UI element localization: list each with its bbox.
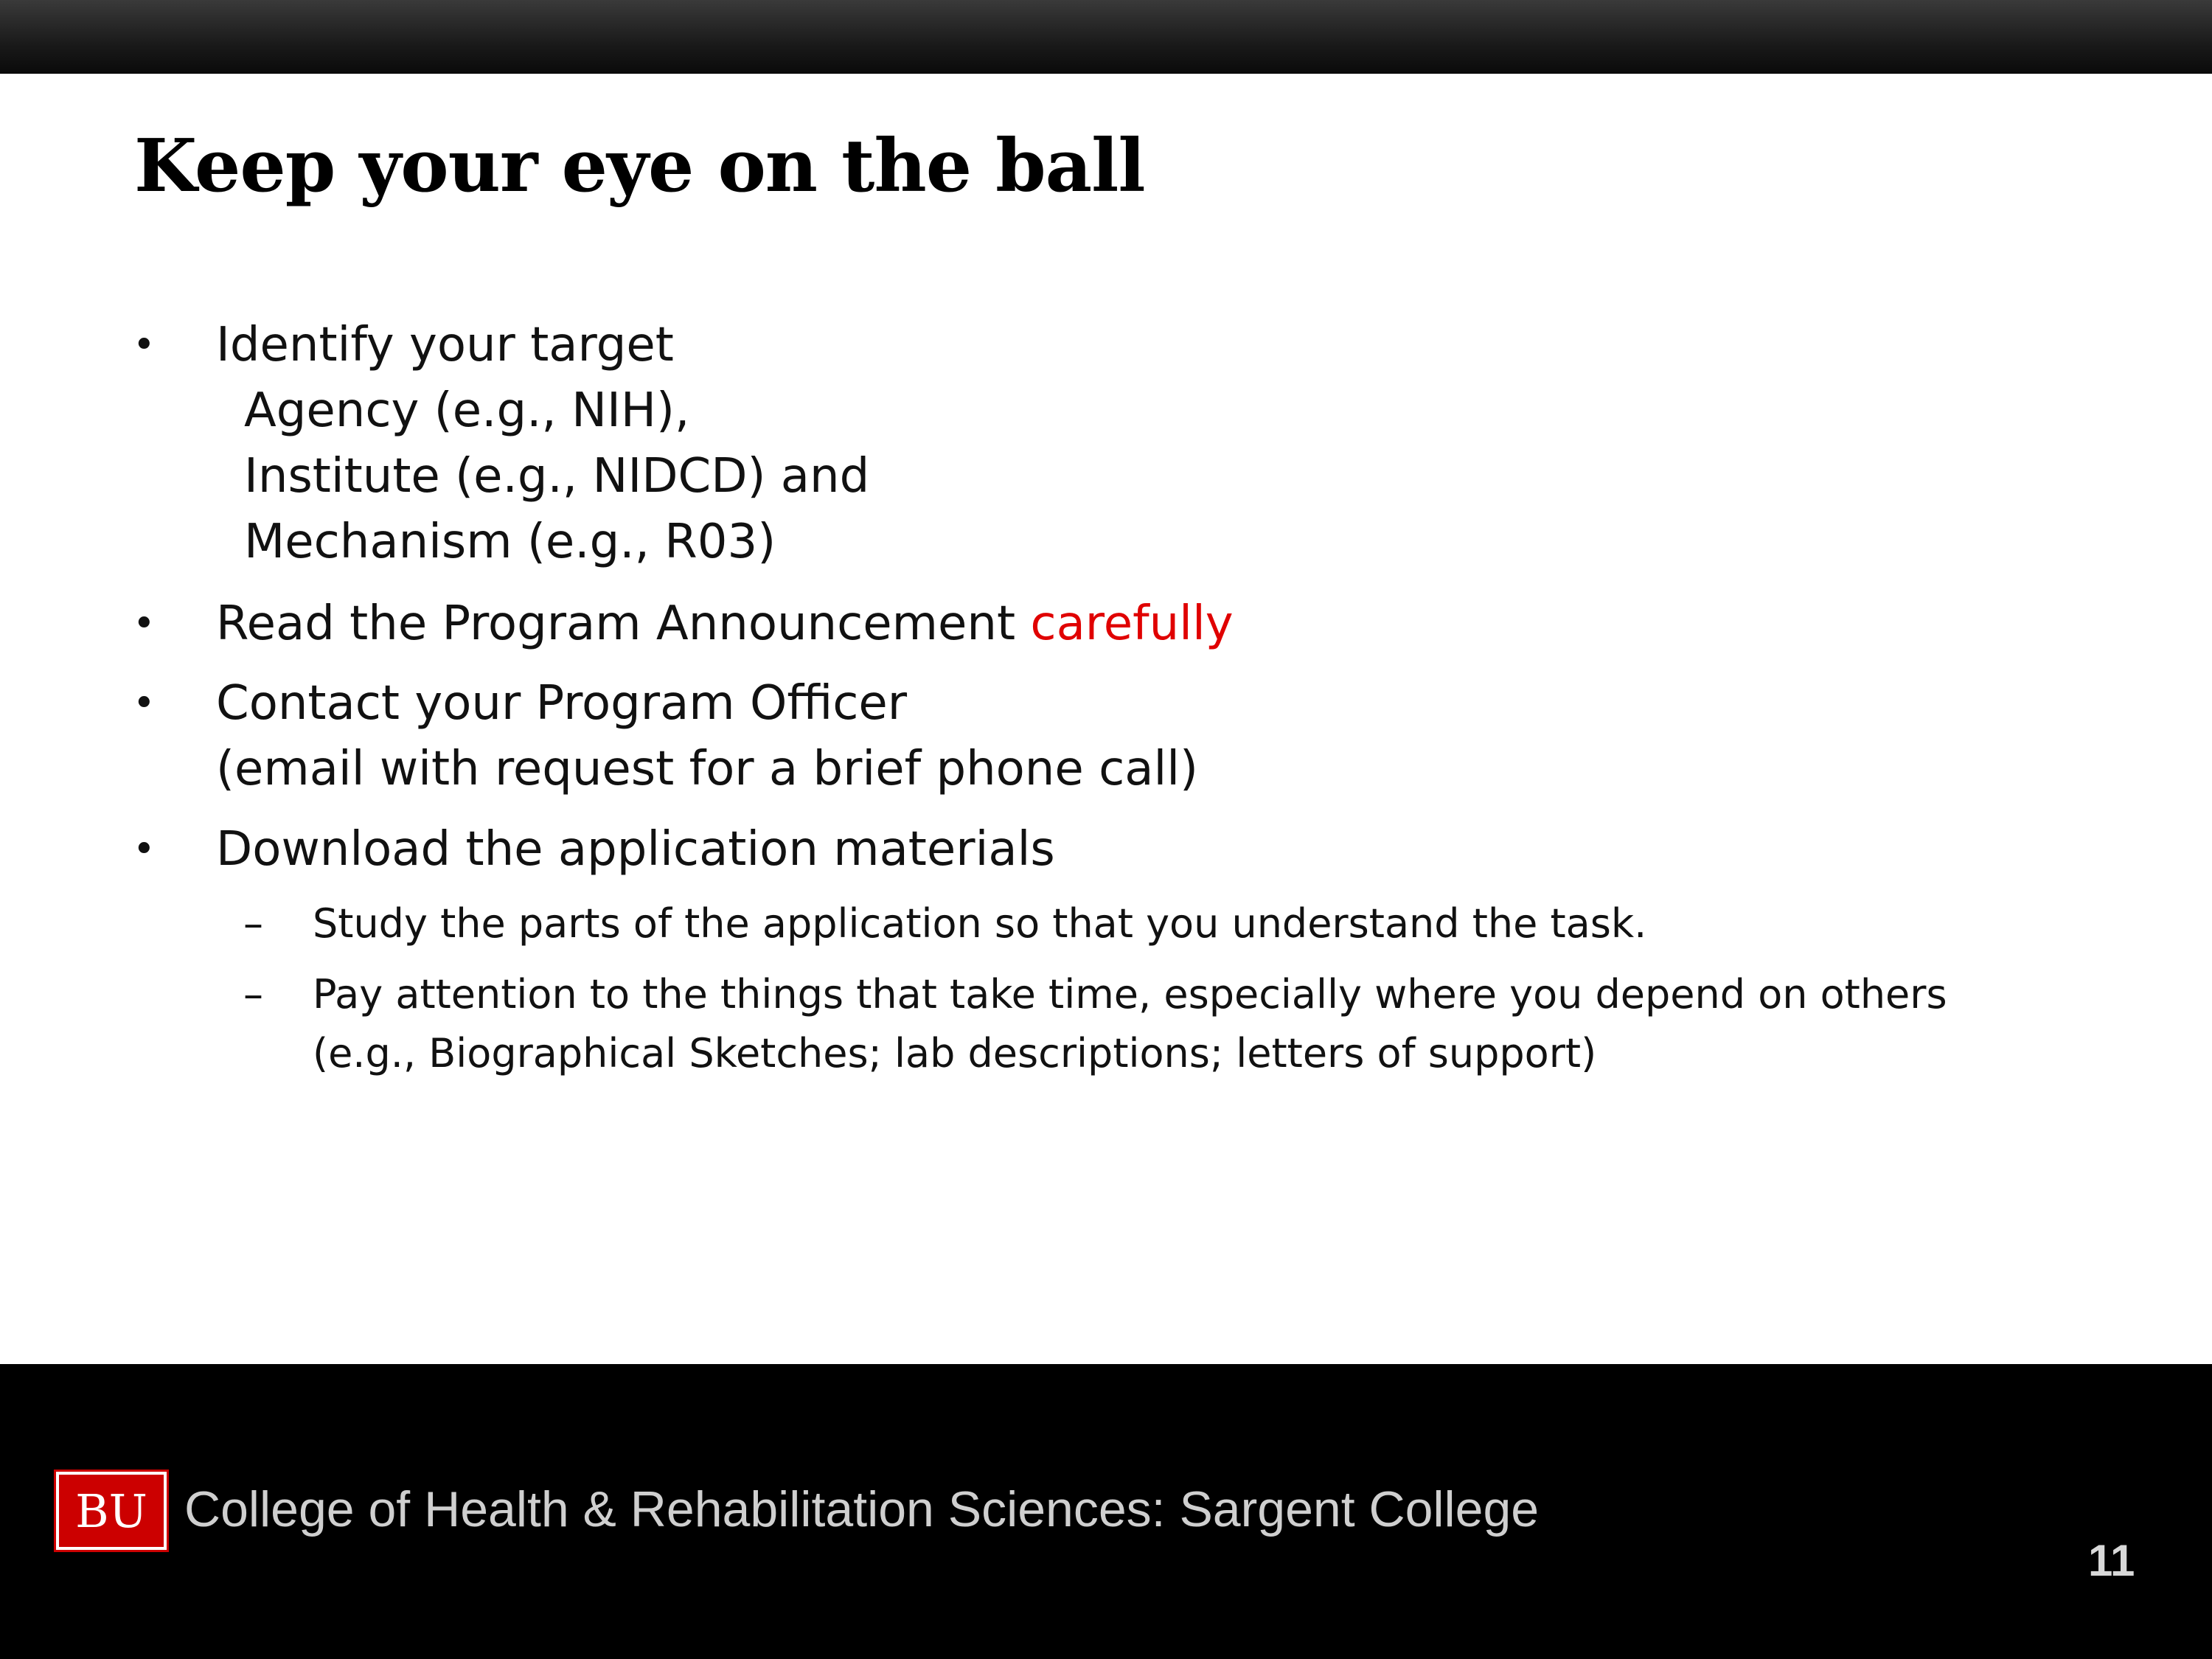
read-announcement-text: Read the Program Announcement (216, 597, 1016, 651)
bu-logo (56, 1472, 167, 1550)
target-agency: Agency (e.g., NIH), (244, 383, 690, 438)
dash-marker: – (243, 900, 263, 947)
target-mechanism: Mechanism (e.g., R03) (244, 515, 776, 569)
college-name: College of Health & Rehabilitation Sciences: Sargent College (184, 1481, 1540, 1537)
bullet-marker: • (133, 602, 156, 646)
footer-bar (0, 1364, 2212, 1659)
bullet-contact-officer: Contact your Program Officer (216, 676, 908, 731)
bullet-marker: • (133, 323, 156, 367)
bullet-read-announcement (216, 597, 1234, 651)
subitem-study-parts: Study the parts of the application so that you understand the task. (313, 900, 1647, 947)
top-bar (0, 0, 2212, 74)
bullet-marker: • (133, 827, 156, 872)
subitem-pay-attention: Pay attention to the things that take time, especially where you depend on others (313, 971, 1947, 1018)
bullet-download-materials: Download the application materials (216, 822, 1055, 877)
carefully-emphasis: carefully (1030, 597, 1234, 651)
bullet-marker: • (133, 681, 156, 726)
bu-logo-text: BU (75, 1484, 147, 1538)
subitem-pay-attention-examples: (e.g., Biographical Sketches; lab descriptions; letters of support) (313, 1030, 1597, 1077)
target-institute: Institute (e.g., NIDCD) and (244, 449, 870, 504)
page-number: 11 (2088, 1536, 2135, 1585)
dash-marker: – (243, 971, 263, 1018)
slide-title: Keep your eye on the ball (134, 124, 1145, 209)
bullet-identify-target: Identify your target (216, 318, 674, 372)
contact-officer-note: (email with request for a brief phone call) (216, 742, 1198, 796)
